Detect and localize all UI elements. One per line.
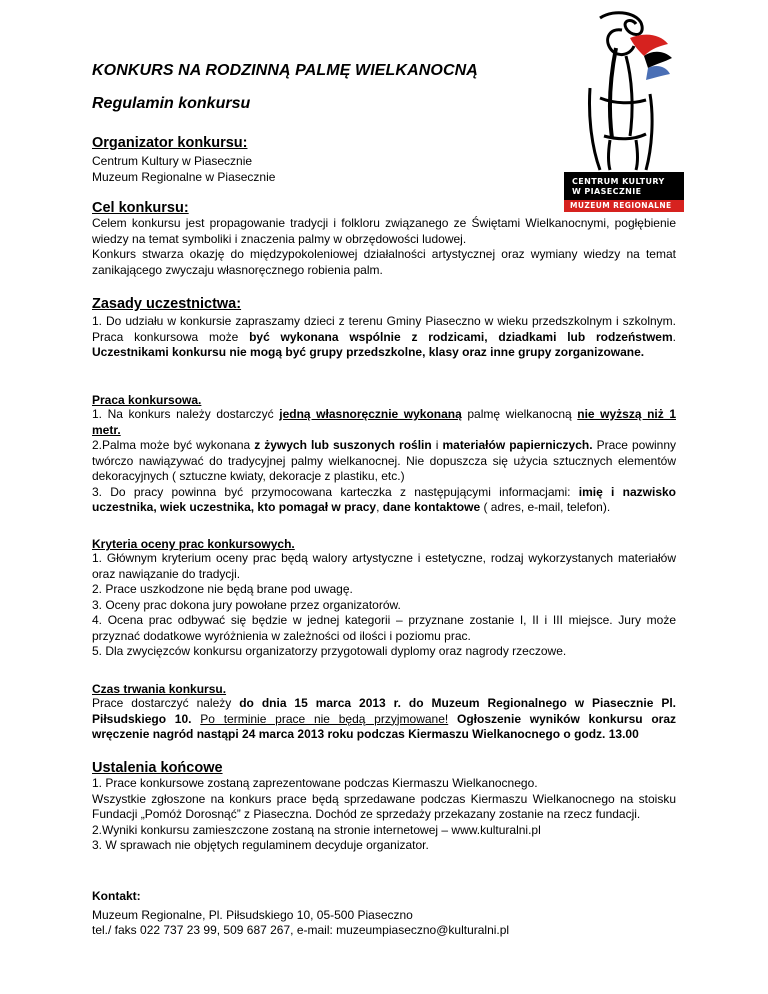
final-heading: Ustalenia końcowe: [92, 760, 223, 776]
rules-bold: Uczestnikami konkursu nie mogą być grupy przedszkolne, klasy oraz inne grupy zorganizowane.: [92, 345, 645, 359]
contact-address: Muzeum Regionalne, Pl. Piłsudskiego 10, 05-500 Piaseczno: [92, 907, 413, 922]
work-text: ,: [376, 500, 383, 514]
final-section: [92, 760, 676, 854]
duration-heading: Czas trwania konkursu.: [92, 682, 227, 696]
work-item-1: [92, 407, 676, 438]
organizer-heading: Organizator konkursu:: [92, 135, 248, 151]
criteria-item: 3. Oceny prac dokona jury powołane przez organizatorów.: [92, 597, 401, 612]
logo-line-3: MUZEUM REGIONALNE: [564, 200, 684, 212]
work-bold: imię i nazwisko uczestnika, wiek uczestnika, kto pomagał w pracy: [92, 484, 676, 514]
duration-underline: Po terminie prace nie będą przyjmowane!: [200, 711, 449, 726]
rules-text: .: [672, 329, 676, 344]
duration-bold: do dnia 15 marca 2013 r. do Muzeum Regionalnego w Piasecznie Pl. Piłsudskiego 10.: [92, 696, 677, 726]
work-text: 1. Na konkurs należy dostarczyć: [92, 407, 280, 421]
criteria-section: [92, 537, 676, 660]
criteria-heading: Kryteria oceny prac konkursowych.: [92, 537, 295, 551]
work-text: 3. Do pracy powinna być przymocowana karteczka z następującymi informacjami:: [92, 484, 579, 499]
work-text: Prace powinny twórczo nawiązywać do tradycyjnej palmy wielkanocnej. Nie dopuszcza się użycia sztucznych elementów dekoracyjnych ( sztuczne kwiaty, dekoracje z plastiku, etc.): [92, 438, 677, 483]
organizer-line: Centrum Kultury w Piasecznie: [92, 154, 253, 168]
duration-text: [448, 712, 457, 726]
work-heading: Praca konkursowa.: [92, 393, 202, 407]
rules-bold: być wykonana wspólnie z rodzicami, dziadkami lub rodzeństwem: [249, 329, 673, 344]
final-item: 3. W sprawach nie objętych regulaminem decyduje organizator.: [92, 838, 429, 852]
page-subtitle: Regulamin konkursu: [92, 95, 251, 112]
goal-paragraph: Konkurs stwarza okazję do międzypokoleniowej działalności artystycznej oraz wymiany wiedzy na temat zanikającego zwyczaju własnoręcznego robienia palm.: [92, 247, 676, 277]
goal-paragraph: Celem konkursu jest propagowanie tradycji i folkloru związanego ze Świętami Wielkanocnymi, pogłębienie wiedzy na temat symboliki i znaczenia palmy w obrzędowości ludowej.: [92, 216, 676, 246]
goal-heading: Cel konkursu:: [92, 200, 189, 216]
duration-bold: Ogłoszenie wyników konkursu oraz wręczenie nagród nastąpi 24 marca 2013 roku podczas Kiermaszu Wielkanocnego o godz. 13.00: [92, 711, 677, 741]
rules-heading: Zasady uczestnictwa:: [92, 296, 242, 312]
work-emphasis: jedną własnoręcznie wykonaną: [279, 407, 462, 421]
duration-text: Prace dostarczyć należy: [92, 696, 240, 710]
duration-section: [92, 682, 676, 743]
duration-text: [191, 712, 200, 726]
contact-heading: Kontakt:: [92, 889, 141, 903]
work-item-3: [92, 485, 676, 516]
work-text: ( adres, e-mail, telefon).: [480, 500, 611, 514]
duration-paragraph: [92, 696, 676, 743]
work-bold: dane kontaktowe: [382, 500, 481, 514]
contact-phone-email: tel./ faks 022 737 23 99, 509 687 267, e-mail: muzeumpiaseczno@kulturalni.pl: [92, 923, 510, 937]
rules-paragraph: [92, 314, 676, 361]
final-item: 1. Prace konkursowe zostaną zaprezentowane podczas Kiermaszu Wielkanocnego.: [92, 776, 538, 790]
work-item-2: [92, 438, 676, 485]
logo-line-2: W PIASECZNIE: [572, 187, 642, 196]
logo-line-1: CENTRUM KULTURY: [572, 177, 665, 186]
work-text: palmę wielkanocną: [461, 407, 578, 421]
work-text: i: [431, 438, 443, 452]
work-bold: materiałów papierniczych.: [442, 438, 593, 452]
work-emphasis: nie wyższą niż 1 metr.: [92, 407, 676, 437]
page-title: KONKURS NA RODZINNĄ PALMĘ WIELKANOCNĄ: [92, 62, 478, 79]
goal-section: [92, 200, 676, 278]
work-section: [92, 393, 676, 516]
rules-section: [92, 296, 676, 361]
final-item: 2.Wyniki konkursu zamieszczone zostaną na stronie internetowej – www.kulturalni.pl: [92, 822, 541, 837]
criteria-item: 2. Prace uszkodzone nie będą brane pod uwagę.: [92, 582, 353, 596]
work-text: 2.Palma może być wykonana: [92, 438, 255, 452]
work-bold: z żywych lub suszonych roślin: [254, 438, 432, 452]
criteria-item: 1. Głównym kryterium oceny prac będą walory artystyczne i estetyczne, rodzaj wykorzystanych materiałów oraz nawiązanie do tradycji.: [92, 551, 676, 581]
contact-section: [92, 889, 676, 939]
criteria-item: 5. Dla zwycięzców konkursu organizatorzy przygotowali dyplomy oraz nagrody rzeczowe.: [92, 644, 567, 658]
final-item: Wszystkie zgłoszone na konkurs prace będą sprzedawane podczas Kiermaszu Wielkanocnego na stoisku Fundacji „Pomóż Dorosnąć” z Piaseczna. Dochód ze sprzedaży przekazany zostanie na rzecz fundacji.: [92, 791, 676, 821]
criteria-item: 4. Ocena prac odbywać się będzie w jednej kategorii – przyznane zostanie I, II i III miejsce. Jury może przyznać dodatkowe wyróżnienia w zależności od ilości i poziomu prac.: [92, 613, 676, 643]
rules-text: 1. Do udziału w konkursie zapraszamy dzieci z terenu Gminy Piaseczno w wieku przedszkolnym i szkolnym. Praca konkursowa może: [92, 314, 676, 344]
organizer-line: Muzeum Regionalne w Piasecznie: [92, 169, 276, 184]
organizer-section: [92, 135, 676, 185]
